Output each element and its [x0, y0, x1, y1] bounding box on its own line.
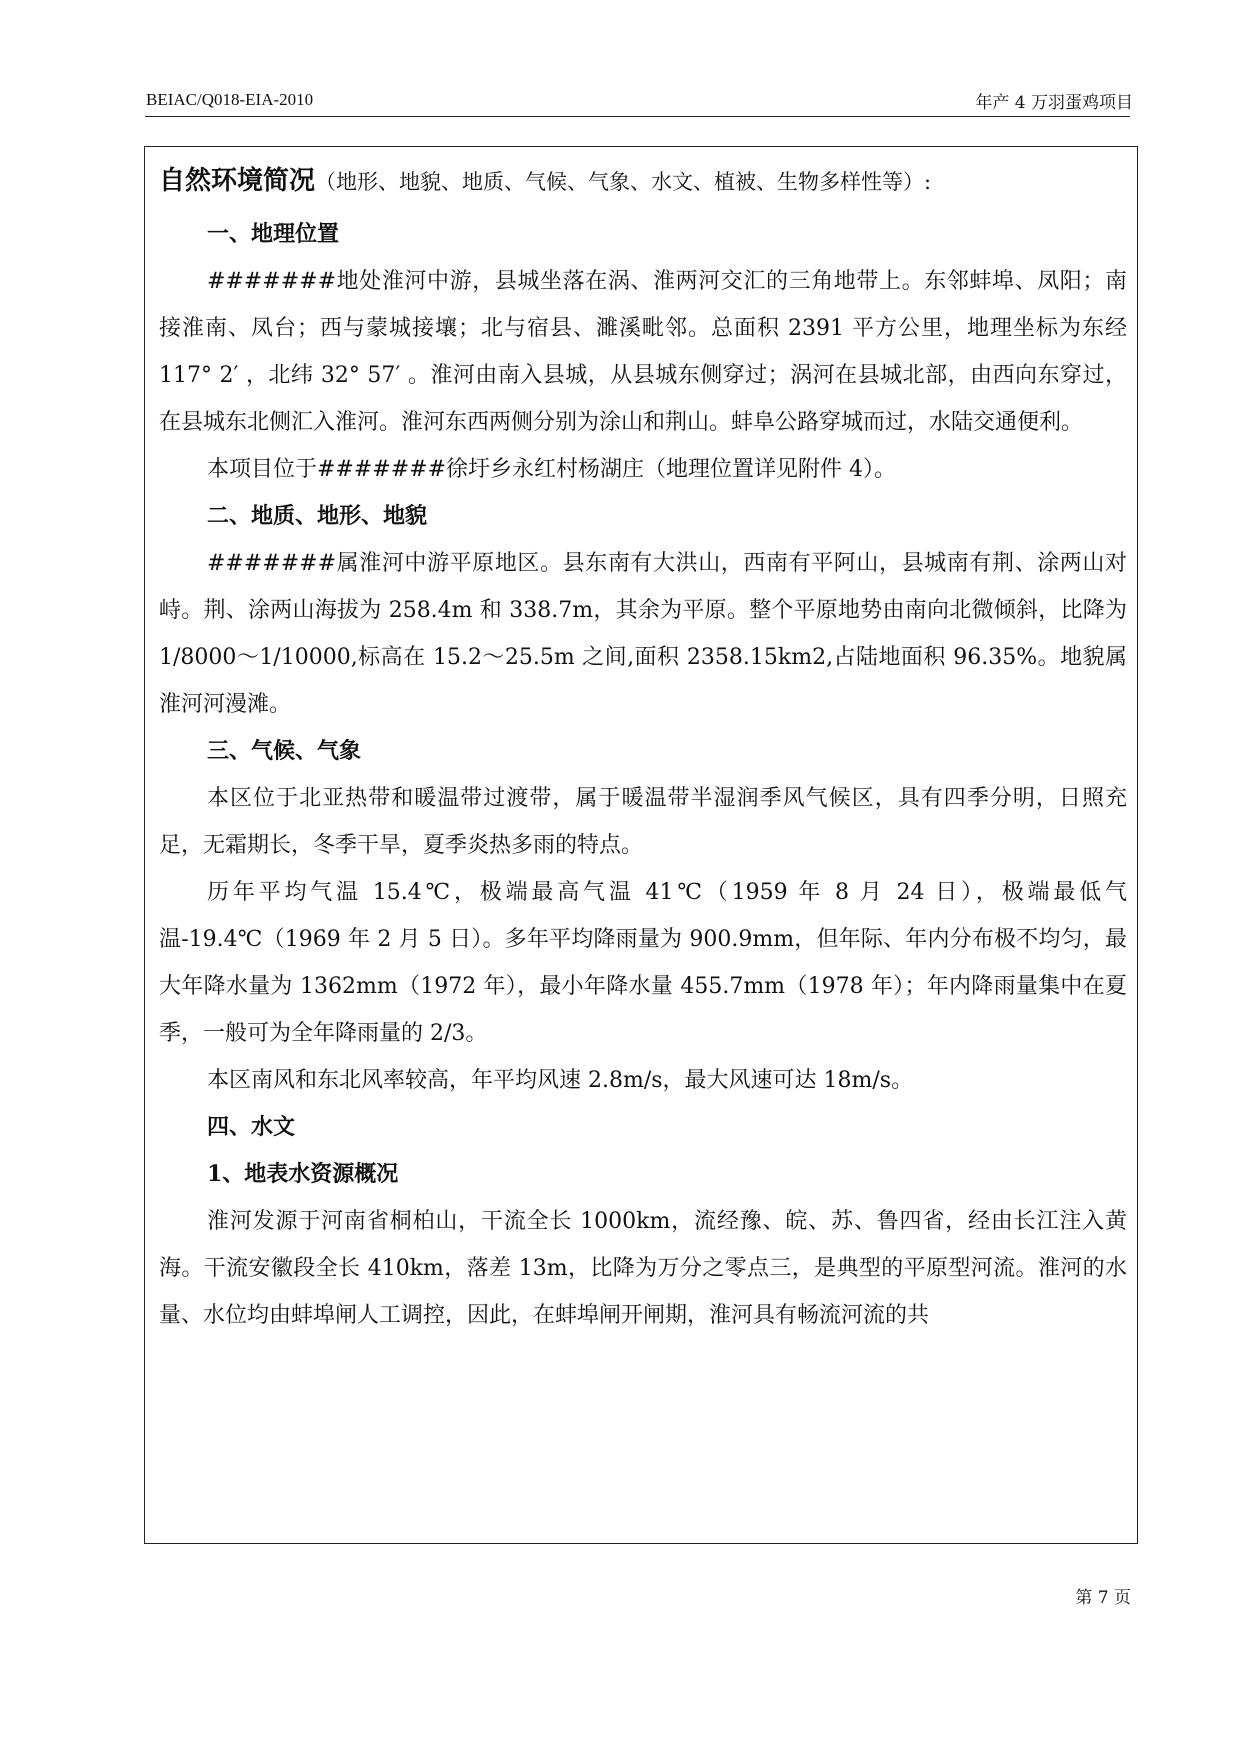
paragraph: 淮河发源于河南省桐柏山，干流全长 1000km，流经豫、皖、苏、鲁四省，经由长江注入黄海。干流安徽段全长 410km，落差 13m，比降为万分之零点三，是典型的平原型河流。淮河的水量、水位均由蚌埠闸人工调控，因此，在蚌埠闸开闸期，淮河具有畅流河流的共 — [159, 1209, 1127, 1328]
section-heading: 二、地质、地形、地貌 — [207, 503, 428, 529]
paragraph: 本区南风和东北风率较高，年平均风速 2.8m/s，最大风速可达 18m/s。 — [207, 1068, 914, 1093]
section-heading: 三、气候、气象 — [207, 738, 362, 764]
paragraph: 本项目位于#######徐圩乡永红村杨湖庄（地理位置详见附件 4）。 — [207, 457, 897, 482]
section-title — [159, 161, 1127, 201]
paragraph: #######属淮河中游平原地区。县东南有大洪山，西南有平阿山，县城南有荆、涂两山对峙。荆、涂两山海拔为 258.4m 和 338.7m，其余为平原。整个平原地势由南向北微倾斜，比降为 1/8000～1/10000,标高在 15.2～25.5m 之间,面积 2358.15km2,占陆地面积 96.35%。地貌属淮河河漫滩。 — [159, 551, 1127, 717]
content-box — [144, 146, 1138, 1544]
paragraph: 本区位于北亚热带和暖温带过渡带，属于暖温带半湿润季风气候区，具有四季分明，日照充足，无霜期长，冬季干旱，夏季炎热多雨的特点。 — [159, 786, 1127, 858]
section-surface-water-resources — [159, 1151, 1127, 1339]
section-hydrology — [159, 1104, 1127, 1151]
section-title-subtitle: （地形、地貌、地质、气候、气象、水文、植被、生物多样性等）: — [315, 170, 932, 194]
header-divider — [145, 116, 1130, 117]
paragraph: #######地处淮河中游，县城坐落在涡、淮两河交汇的三角地带上。东邻蚌埠、凤阳；南接淮南、凤台；西与蒙城接壤；北与宿县、濉溪毗邻。总面积 2391 平方公里，地理坐标为东经 117° 2′ ，北纬 32° 57′ 。淮河由南入县城，从县城东侧穿过；涡河在县城北部，由西向东穿过，在县城东北侧汇入淮河。淮河东西两侧分别为涂山和荆山。蚌阜公路穿城而过，水陆交通便利。 — [159, 269, 1127, 435]
page-number: 第 7 页 — [1075, 1588, 1131, 1608]
section-title-main: 自然环境简况 — [159, 166, 316, 196]
section-climate-meteorology — [159, 728, 1127, 1104]
section-heading: 四、水文 — [207, 1114, 296, 1140]
section-heading: 1、地表水资源概况 — [207, 1161, 399, 1187]
section-heading: 一、地理位置 — [207, 221, 340, 247]
paragraph: 历年平均气温 15.4℃，极端最高气温 41℃（1959 年 8 月 24 日），极端最低气温-19.4℃（1969 年 2 月 5 日）。多年平均降雨量为 900.9mm，但年际、年内分布极不均匀，最大年降水量为 1362mm（1972 年），最小年降水量 455.7mm（1978 年）；年内降雨量集中在夏季，一般可为全年降雨量的 2/3。 — [159, 880, 1127, 1046]
document-code: BEIAC/Q018-EIA-2010 — [146, 90, 314, 109]
project-name: 年产 4 万羽蛋鸡项目 — [975, 93, 1133, 113]
section-geographic-location — [159, 211, 1127, 493]
section-geology-landform — [159, 493, 1127, 728]
